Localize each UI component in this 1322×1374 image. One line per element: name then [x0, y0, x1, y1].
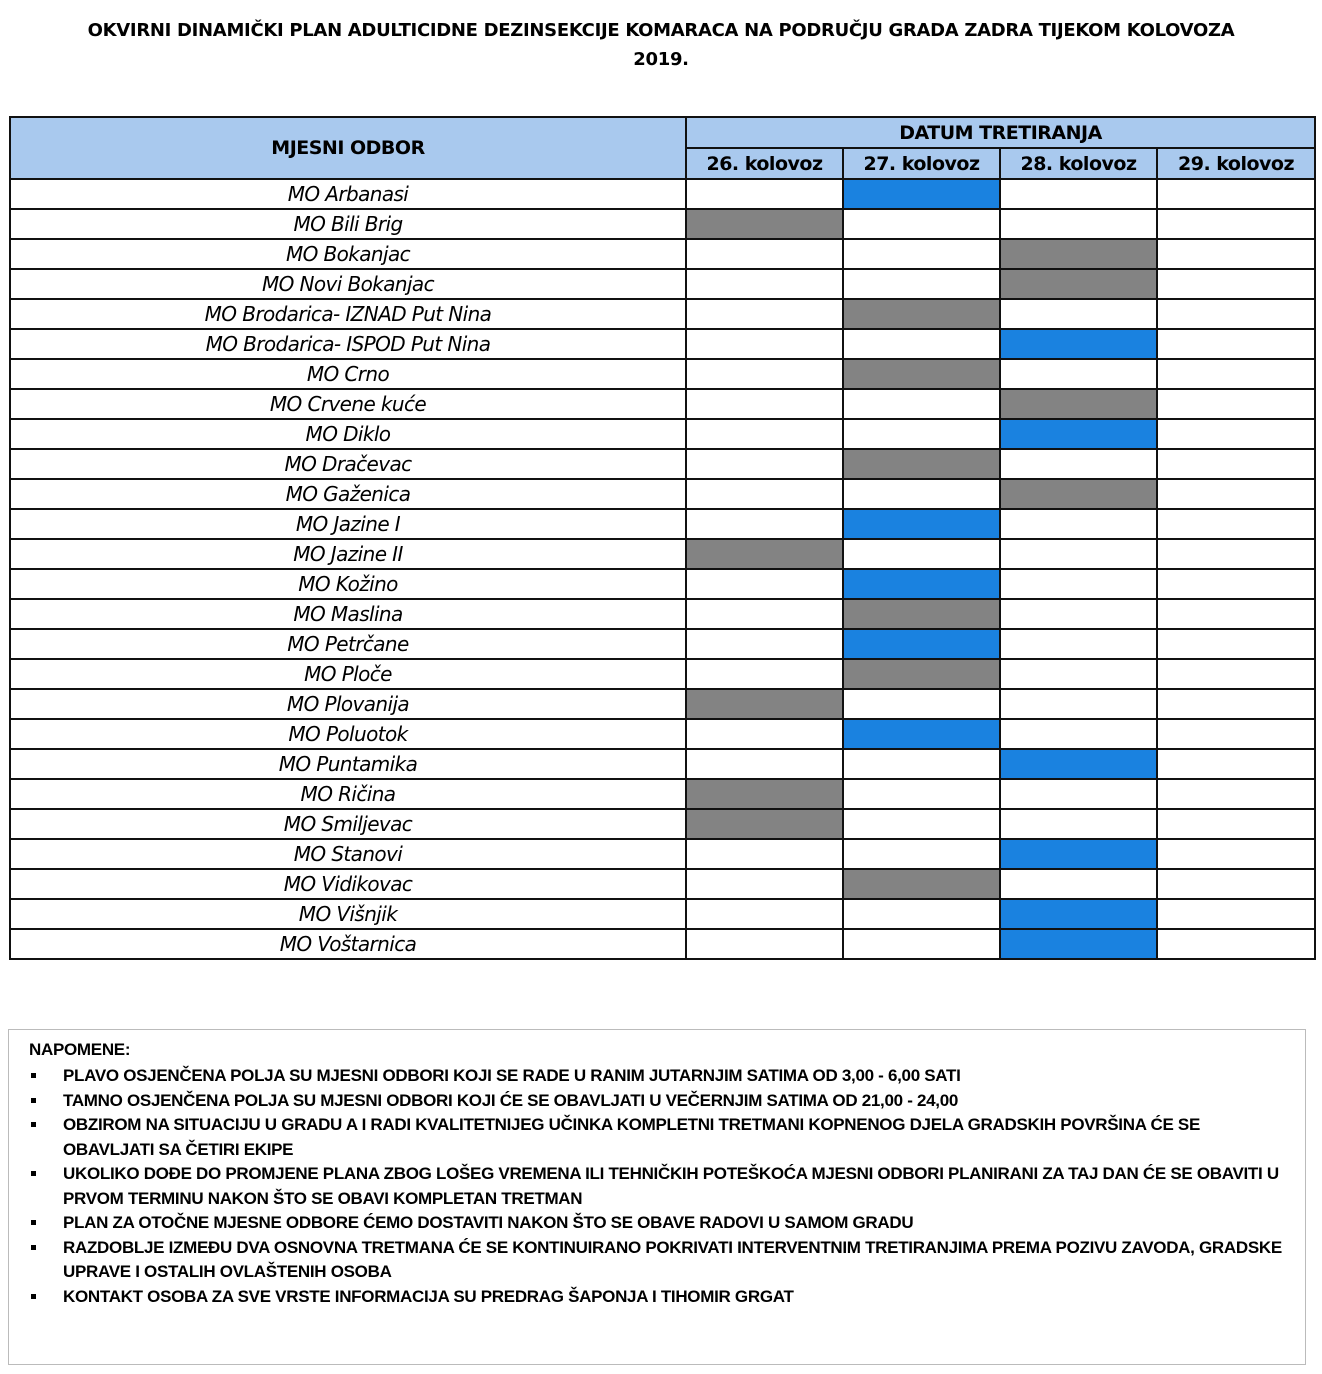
note-text: PLAVO OSJENČENA POLJA SU MJESNI ODBORI KOJI SE RADE U RANIM JUTARNJIM SATIMA OD 3,00 - 6,00 SATI	[63, 1066, 961, 1085]
morning-treatment-cell	[1000, 419, 1157, 449]
empty-cell	[843, 389, 1000, 419]
notes-list	[25, 1064, 1285, 1309]
bullet-icon	[31, 1098, 36, 1103]
empty-cell	[1157, 539, 1315, 569]
evening-treatment-cell	[843, 359, 1000, 389]
table-row	[10, 209, 1315, 239]
document-title	[0, 16, 1322, 74]
empty-cell	[686, 839, 843, 869]
header-datum-tretiranja: DATUM TRETIRANJA	[686, 117, 1315, 148]
empty-cell	[1000, 569, 1157, 599]
header-date: 27. kolovoz	[843, 148, 1000, 179]
note-item	[25, 1236, 1285, 1285]
morning-treatment-cell	[1000, 749, 1157, 779]
table-row	[10, 359, 1315, 389]
empty-cell	[686, 359, 843, 389]
empty-cell	[1157, 269, 1315, 299]
empty-cell	[843, 749, 1000, 779]
table-row	[10, 749, 1315, 779]
mjesni-odbor-name: MO Maslina	[10, 599, 686, 629]
empty-cell	[1157, 359, 1315, 389]
empty-cell	[1000, 779, 1157, 809]
evening-treatment-cell	[686, 809, 843, 839]
empty-cell	[1000, 869, 1157, 899]
title-line: OKVIRNI DINAMIČKI PLAN ADULTICIDNE DEZINSEKCIJE KOMARACA NA PODRUČJU GRADA ZADRA TIJEKOM KOLOVOZA	[87, 20, 1235, 41]
empty-cell	[1000, 509, 1157, 539]
empty-cell	[843, 329, 1000, 359]
mjesni-odbor-name: MO Kožino	[10, 569, 686, 599]
empty-cell	[1157, 419, 1315, 449]
empty-cell	[1000, 629, 1157, 659]
morning-treatment-cell	[843, 569, 1000, 599]
empty-cell	[1000, 359, 1157, 389]
note-text: PLAN ZA OTOČNE MJESNE ODBORE ĆEMO DOSTAVITI NAKON ŠTO SE OBAVE RADOVI U SAMOM GRADU	[63, 1213, 914, 1232]
empty-cell	[1000, 179, 1157, 209]
mjesni-odbor-name: MO Bokanjac	[10, 239, 686, 269]
mjesni-odbor-name: MO Ploče	[10, 659, 686, 689]
empty-cell	[686, 749, 843, 779]
mjesni-odbor-name: MO Poluotok	[10, 719, 686, 749]
empty-cell	[1157, 779, 1315, 809]
empty-cell	[843, 689, 1000, 719]
bullet-icon	[31, 1245, 36, 1250]
mjesni-odbor-name: MO Plovanija	[10, 689, 686, 719]
table-row	[10, 809, 1315, 839]
mjesni-odbor-name: MO Jazine II	[10, 539, 686, 569]
note-item	[25, 1162, 1285, 1211]
table-row	[10, 539, 1315, 569]
mjesni-odbor-name: MO Stanovi	[10, 839, 686, 869]
empty-cell	[843, 809, 1000, 839]
mjesni-odbor-name: MO Petrčane	[10, 629, 686, 659]
empty-cell	[686, 239, 843, 269]
empty-cell	[1000, 659, 1157, 689]
empty-cell	[686, 569, 843, 599]
evening-treatment-cell	[1000, 239, 1157, 269]
note-text: KONTAKT OSOBA ZA SVE VRSTE INFORMACIJA SU PREDRAG ŠAPONJA I TIHOMIR GRGAT	[63, 1286, 794, 1306]
empty-cell	[1157, 569, 1315, 599]
empty-cell	[1000, 209, 1157, 239]
empty-cell	[1000, 299, 1157, 329]
empty-cell	[1157, 839, 1315, 869]
empty-cell	[1000, 599, 1157, 629]
empty-cell	[843, 269, 1000, 299]
empty-cell	[1000, 689, 1157, 719]
mjesni-odbor-name: MO Brodarica- IZNAD Put Nina	[10, 299, 686, 329]
empty-cell	[843, 899, 1000, 929]
evening-treatment-cell	[1000, 389, 1157, 419]
empty-cell	[686, 419, 843, 449]
empty-cell	[1157, 659, 1315, 689]
evening-treatment-cell	[1000, 269, 1157, 299]
empty-cell	[686, 899, 843, 929]
mjesni-odbor-name: MO Crvene kuće	[10, 389, 686, 419]
table-row	[10, 509, 1315, 539]
note-item	[25, 1211, 1285, 1236]
table-row	[10, 779, 1315, 809]
empty-cell	[1157, 809, 1315, 839]
note-text: UKOLIKO DOĐE DO PROMJENE PLANA ZBOG LOŠEG VREMENA ILI TEHNIČKIH POTEŠKOĆA MJESNI ODBORI PLANIRANI ZA TAJ DAN ĆE SE OBAVITI U PRVOM TERMINU NAKON ŠTO SE OBAVI KOMPLETAN TRETMAN	[63, 1164, 1279, 1208]
morning-treatment-cell	[843, 719, 1000, 749]
empty-cell	[843, 539, 1000, 569]
bullet-icon	[31, 1220, 36, 1225]
evening-treatment-cell	[686, 209, 843, 239]
empty-cell	[1157, 899, 1315, 929]
empty-cell	[686, 869, 843, 899]
treatment-schedule-table	[9, 116, 1316, 960]
header-date: 28. kolovoz	[1000, 148, 1157, 179]
note-item	[25, 1064, 1285, 1089]
evening-treatment-cell	[843, 449, 1000, 479]
morning-treatment-cell	[843, 629, 1000, 659]
empty-cell	[1157, 179, 1315, 209]
empty-cell	[1157, 689, 1315, 719]
mjesni-odbor-name: MO Diklo	[10, 419, 686, 449]
mjesni-odbor-name: MO Bili Brig	[10, 209, 686, 239]
note-item	[25, 1089, 1285, 1114]
header-date: 29. kolovoz	[1157, 148, 1315, 179]
table-row	[10, 239, 1315, 269]
bullet-icon	[31, 1073, 36, 1078]
mjesni-odbor-name: MO Dračevac	[10, 449, 686, 479]
table-row	[10, 599, 1315, 629]
table-row	[10, 689, 1315, 719]
table-row	[10, 719, 1315, 749]
empty-cell	[686, 599, 843, 629]
mjesni-odbor-name: MO Crno	[10, 359, 686, 389]
table-row	[10, 329, 1315, 359]
empty-cell	[1157, 599, 1315, 629]
morning-treatment-cell	[1000, 839, 1157, 869]
mjesni-odbor-name: MO Gaženica	[10, 479, 686, 509]
empty-cell	[843, 239, 1000, 269]
mjesni-odbor-name: MO Brodarica- ISPOD Put Nina	[10, 329, 686, 359]
mjesni-odbor-name: MO Jazine I	[10, 509, 686, 539]
morning-treatment-cell	[843, 179, 1000, 209]
evening-treatment-cell	[843, 869, 1000, 899]
empty-cell	[686, 629, 843, 659]
empty-cell	[1157, 209, 1315, 239]
empty-cell	[1157, 629, 1315, 659]
empty-cell	[843, 419, 1000, 449]
note-text: OBZIROM NA SITUACIJU U GRADU A I RADI KVALITETNIJEG UČINKA KOMPLETNI TRETMANI KOPNENOG DJELA GRADSKIH POVRŠINA ĆE SE OBAVLJATI SA ČETIRI EKIPE	[63, 1115, 1200, 1159]
empty-cell	[1157, 239, 1315, 269]
empty-cell	[843, 479, 1000, 509]
table-row	[10, 659, 1315, 689]
evening-treatment-cell	[686, 779, 843, 809]
morning-treatment-cell	[1000, 899, 1157, 929]
evening-treatment-cell	[1000, 479, 1157, 509]
mjesni-odbor-name: MO Puntamika	[10, 749, 686, 779]
table-row	[10, 839, 1315, 869]
empty-cell	[1000, 539, 1157, 569]
empty-cell	[686, 389, 843, 419]
empty-cell	[1000, 809, 1157, 839]
table-row	[10, 929, 1315, 959]
evening-treatment-cell	[843, 599, 1000, 629]
table-row	[10, 389, 1315, 419]
note-text: TAMNO OSJENČENA POLJA SU MJESNI ODBORI KOJI ĆE SE OBAVLJATI U VEČERNJIM SATIMA OD 21,00 - 24,00	[63, 1090, 959, 1110]
table-row	[10, 899, 1315, 929]
empty-cell	[686, 299, 843, 329]
empty-cell	[843, 209, 1000, 239]
morning-treatment-cell	[1000, 929, 1157, 959]
bullet-icon	[31, 1294, 36, 1299]
note-text: RAZDOBLJE IZMEĐU DVA OSNOVNA TRETMANA ĆE SE KONTINUIRANO POKRIVATI INTERVENTNIM TRETIRANJIMA PREMA POZIVU ZAVODA, GRADSKE UPRAVE I OSTALIH OVLAŠTENIH OSOBA	[63, 1237, 1282, 1281]
empty-cell	[843, 929, 1000, 959]
morning-treatment-cell	[843, 509, 1000, 539]
empty-cell	[686, 269, 843, 299]
empty-cell	[1157, 509, 1315, 539]
table-row	[10, 299, 1315, 329]
empty-cell	[686, 449, 843, 479]
header-date: 26. kolovoz	[686, 148, 843, 179]
empty-cell	[686, 719, 843, 749]
empty-cell	[1157, 719, 1315, 749]
mjesni-odbor-name: MO Arbanasi	[10, 179, 686, 209]
empty-cell	[686, 509, 843, 539]
empty-cell	[843, 839, 1000, 869]
empty-cell	[1157, 869, 1315, 899]
table-row	[10, 479, 1315, 509]
notes-box	[8, 1029, 1306, 1365]
mjesni-odbor-name: MO Vidikovac	[10, 869, 686, 899]
table-row	[10, 869, 1315, 899]
bullet-icon	[31, 1122, 36, 1127]
empty-cell	[1157, 749, 1315, 779]
empty-cell	[1157, 479, 1315, 509]
empty-cell	[686, 329, 843, 359]
evening-treatment-cell	[843, 659, 1000, 689]
bullet-icon	[31, 1171, 36, 1176]
mjesni-odbor-name: MO Smiljevac	[10, 809, 686, 839]
title-year: 2019.	[633, 49, 689, 70]
empty-cell	[686, 659, 843, 689]
evening-treatment-cell	[686, 539, 843, 569]
empty-cell	[1000, 719, 1157, 749]
empty-cell	[686, 179, 843, 209]
morning-treatment-cell	[1000, 329, 1157, 359]
table-row	[10, 179, 1315, 209]
mjesni-odbor-name: MO Višnjik	[10, 899, 686, 929]
mjesni-odbor-name: MO Novi Bokanjac	[10, 269, 686, 299]
table-row	[10, 449, 1315, 479]
evening-treatment-cell	[686, 689, 843, 719]
mjesni-odbor-name: MO Voštarnica	[10, 929, 686, 959]
empty-cell	[1157, 389, 1315, 419]
note-item	[25, 1285, 1285, 1310]
empty-cell	[686, 929, 843, 959]
table-row	[10, 419, 1315, 449]
empty-cell	[1157, 929, 1315, 959]
mjesni-odbor-name: MO Ričina	[10, 779, 686, 809]
note-item	[25, 1113, 1285, 1162]
table-row	[10, 269, 1315, 299]
empty-cell	[1157, 449, 1315, 479]
empty-cell	[686, 479, 843, 509]
table-row	[10, 569, 1315, 599]
notes-title: NAPOMENE:	[29, 1040, 131, 1059]
empty-cell	[1000, 449, 1157, 479]
table-row	[10, 629, 1315, 659]
empty-cell	[843, 779, 1000, 809]
empty-cell	[1157, 299, 1315, 329]
evening-treatment-cell	[843, 299, 1000, 329]
empty-cell	[1157, 329, 1315, 359]
header-mjesni-odbor: MJESNI ODBOR	[10, 117, 686, 179]
